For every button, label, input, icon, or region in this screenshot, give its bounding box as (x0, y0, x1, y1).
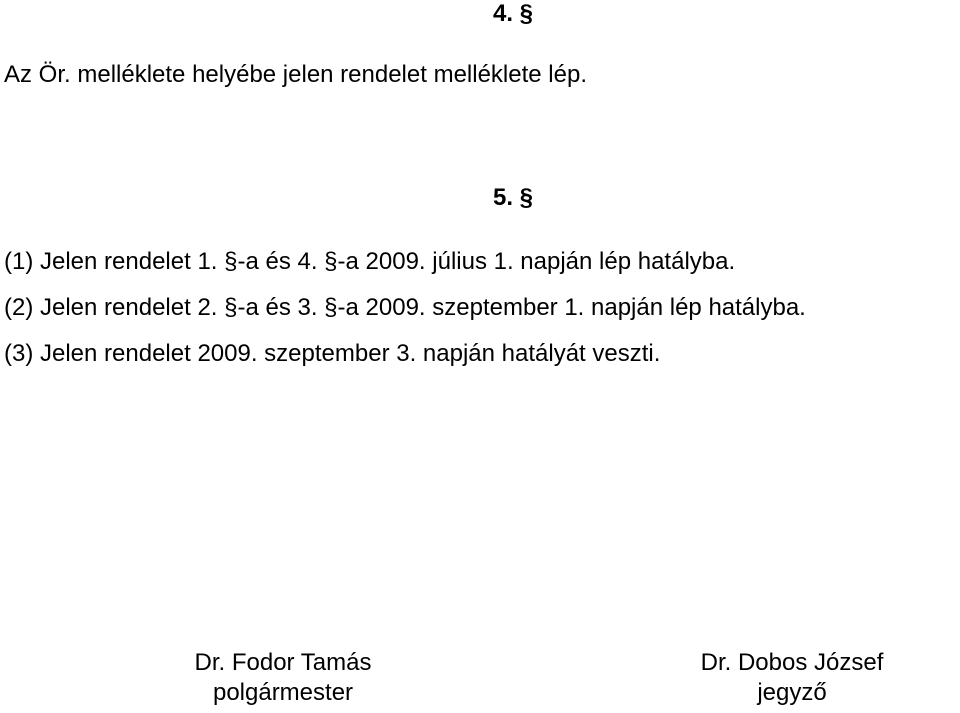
signature-block-mayor (163, 648, 403, 708)
section-5-heading: 5. § (493, 184, 534, 211)
signature-title: jegyző (757, 679, 827, 706)
signature-name: Dr. Dobos József (700, 649, 884, 676)
section-4-heading: 4. § (493, 0, 534, 27)
signature-name: Dr. Fodor Tamás (194, 649, 372, 676)
section-4-text: Az Ör. melléklete helyébe jelen rendelet melléklete lép. (4, 61, 587, 88)
section-5-paragraph-3: (3) Jelen rendelet 2009. szeptember 3. napján hatályát veszti. (4, 340, 661, 367)
signature-title: polgármester (212, 679, 354, 706)
section-5-paragraph-1: (1) Jelen rendelet 1. §-a és 4. §-a 2009. július 1. napján lép hatályba. (4, 248, 736, 275)
signature-block-notary (672, 648, 912, 708)
section-5-paragraph-2: (2) Jelen rendelet 2. §-a és 3. §-a 2009. szeptember 1. napján lép hatályba. (4, 294, 806, 321)
